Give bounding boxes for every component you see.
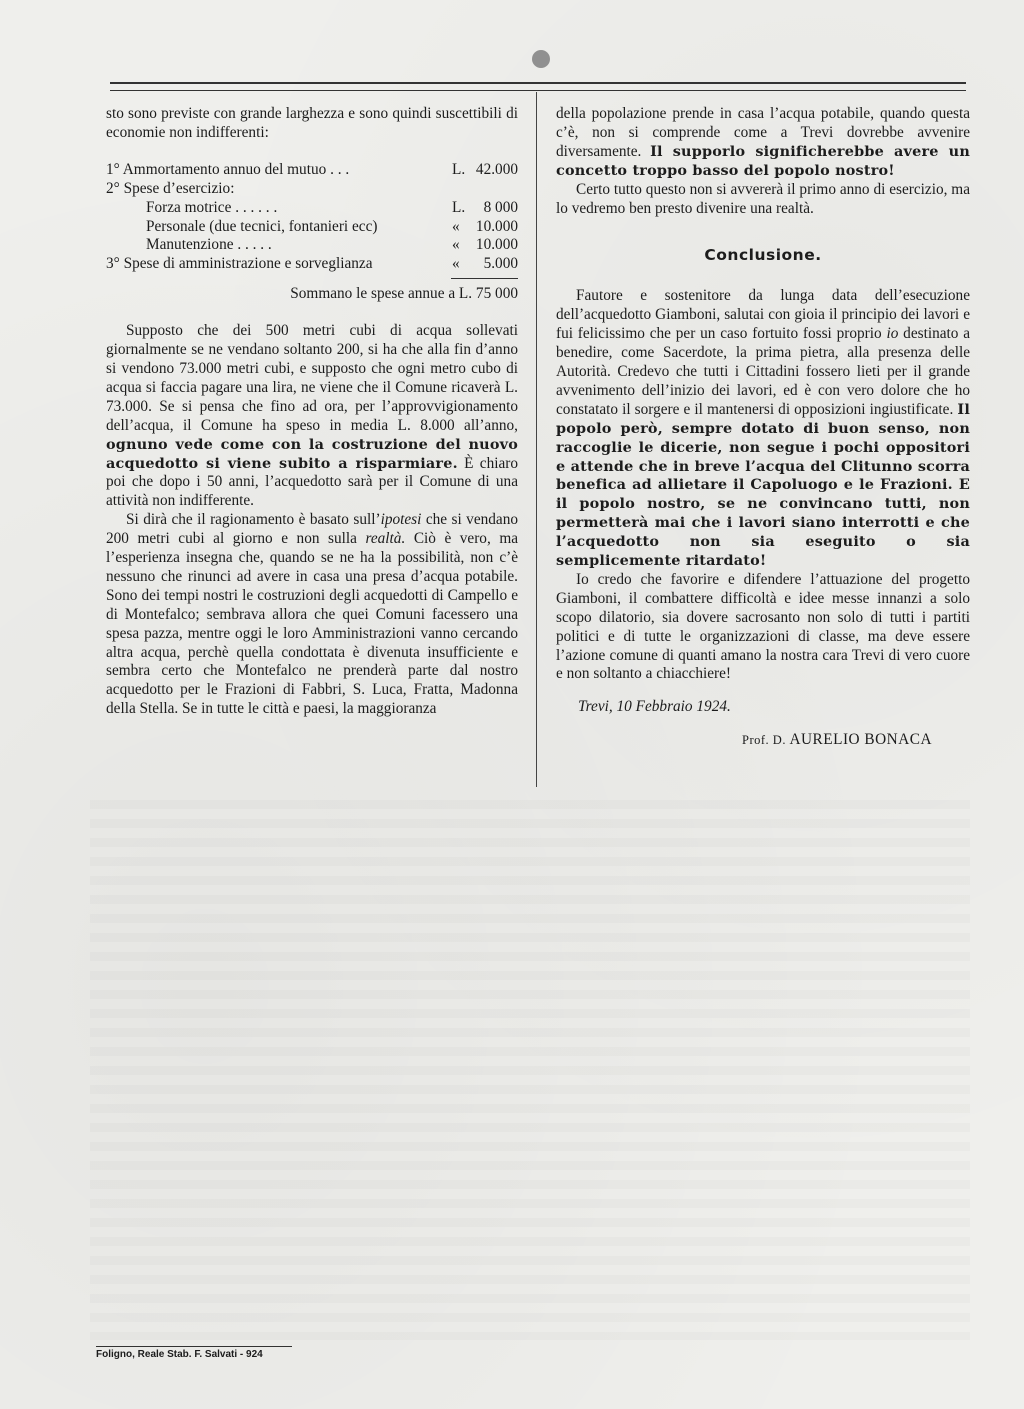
intro-paragraph: sto sono previste con grande larghezza e sono quindi suscettibili di economie non indifferenti: (106, 105, 518, 141)
expense-currency: L. (452, 198, 466, 216)
paragraph-certo: Certo tutto questo non si avvererà il primo anno di esercizio, ma lo vedremo ben presto divenire una realtà. (556, 180, 970, 217)
printer-imprint: Foligno, Reale Stab. F. Salvati - 924 (96, 1346, 292, 1360)
paragraph-supposto: Supposto che dei 500 metri cubi di acqua sollevati giornalmente se ne vendano soltanto 200, si ha che alla fin d’anno si vendono 73.000 metri cubi, e supposto che ogni metro cubo di acqua si faccia pagare una lira, ne viene che il Comune ricaverà L. 73.000. Se si pensa che fino ad ora, per l’approvvigionamento dell’acqua, il Comune ha speso in media L. 8.000 all’anno, ognuno vede come con la costruzione del nuovo acquedotto si viene subito a risparmiare. È chiaro poi che dopo i 50 anni, l’acquedotto sarà per il Comune di una attività non indifferente. (106, 322, 518, 510)
expenses-table (106, 161, 518, 274)
column-divider (536, 92, 537, 787)
top-double-rule (110, 82, 966, 91)
expense-row (106, 255, 518, 274)
expense-currency: « (452, 255, 460, 273)
place-date: Trevi, 10 Febbraio 1924. (578, 698, 731, 716)
expense-row (106, 199, 518, 218)
expense-label: Personale (due tecnici, fontanieri ecc) (146, 217, 378, 235)
punch-hole (532, 50, 550, 68)
emphasis-risparmio: ognuno vede come con la costruzione del nuovo acquedotto si viene subito a risparmiare. (106, 435, 518, 472)
expense-label: 1° Ammortamento annuo del mutuo . . . (106, 160, 350, 178)
expense-amount: 5.000 (483, 255, 518, 273)
expense-label: 2° Spese d’esercizio: (106, 179, 235, 197)
expense-amount (474, 180, 518, 199)
expense-currency: « (452, 217, 460, 235)
paragraph-io-credo: Io credo che favorire e difendere l’attuazione del progetto Giamboni, il combattere difficoltà e idee messe innanzi a solo scopo dilatorio, sia dovere sacrosanto non solo di tutti i partiti politici e di tutte le organizzazioni di classe, ma deve essere l’azione comune di quanti amano la nostra cara Trevi di vero cuore e non soltanto a chiacchiere! (556, 570, 970, 683)
paragraph-ipotesi: Si dirà che il ragionamento è basato sull’ipotesi che si vendano 200 metri cubi al giorno e non sulla realtà. Ciò è vero, ma l’esperienza insegna che, quando se ne ha la possibilità, non c’è nessuno che rinunci ad avere in casa una presa d’acqua potabile. Sono dei tempi nostri le costruzioni degli acquedotti di Campello e di Montefalco; sembrava allora che quei Comuni facessero una spesa pazza, mentre oggi le loro Amministrazioni vanno cercando altra acqua, perchè quella condottata è divenuta insufficiente e sembra certo che Montefalco ne prenderà parte dal nostro acquedotto per le Frazioni di Fabbri, S. Luca, Fratta, Madonna della Stella. Se in tutte le città e paesi, la maggioranza (106, 511, 519, 718)
right-column (556, 105, 970, 750)
expense-currency: « (452, 236, 460, 254)
expense-amount: 8 000 (483, 198, 518, 216)
expense-row (106, 236, 518, 255)
expenses-total: Sommano le spese annue a L. 75 000 (290, 285, 518, 303)
expense-label: 3° Spese di amministrazione e sorveglianza (106, 255, 373, 273)
expense-amount: 10.000 (475, 217, 518, 235)
expense-amount: 10.000 (475, 236, 518, 254)
expense-label: Forza motrice . . . . . . (146, 198, 278, 216)
expense-label: Manutenzione . . . . . (146, 236, 272, 254)
left-column (106, 105, 518, 719)
emphasis-buon-senso: Il popolo però, sempre dotato di buon senso, non raccoglie le dicerie, non segue i pochi oppositori e attende che in breve l’acqua del Clitunno scorra benefica ad allietare il Capoluogo e le Frazioni. E il popolo nostro, se ne convincano tutti, non permetterà mai che i lavori siano interrotti e che l’acquedotto non sia eseguito o sia semplicemente ritardato! (556, 400, 971, 570)
emphasis-popolo: Il supporlo significherebbe avere un concetto troppo basso del popolo nostro! (556, 142, 970, 179)
expense-row (106, 218, 518, 237)
expense-currency: L. (452, 160, 466, 178)
paragraph-fautore: Fautore e sostenitore da lunga data dell’esecuzione dell’acquedotto Giamboni, salutai con gioia il principio dei lavori e fui felicissimo che per un caso fortuito fossi proprio io destinato a benedire, come Sacerdote, la prima pietra, alla presenza delle Autorità. Credevo che tutti i Cittadini fossero lieti per il grande avvenimento dell’inizio dei lavori, ed è con vero dolore che ho constatato il sorgere e il mantenersi di opposizioni ingiustificate. Il popolo però, sempre dotato di buon senso, non raccoglie le dicerie, non segue i pochi oppositori e attende che in breve l’acqua del Clitunno scorra benefica ad allietare il Capoluogo e le Frazioni. E il popolo nostro, se ne convincano tutti, non permetterà mai che i lavori siano interrotti e che l’acquedotto non sia eseguito o sia semplicemente ritardato! (556, 287, 971, 570)
expense-currency (452, 180, 474, 199)
bleed-through-texture (90, 800, 970, 1340)
section-heading: Conclusione. (704, 246, 822, 265)
paragraph-continuation: della popolazione prende in casa l’acqua potabile, quando questa c’è, non si comprende come a Trevi dovrebbe avvenire diversamente. Il supporlo significherebbe avere un concetto troppo basso del popolo nostro! (556, 105, 970, 179)
signature: Prof. D. AURELIO BONACA (742, 731, 932, 749)
expense-row (106, 180, 518, 199)
total-rule (451, 278, 518, 279)
expense-row (106, 161, 518, 180)
expense-amount: 42.000 (475, 160, 518, 178)
